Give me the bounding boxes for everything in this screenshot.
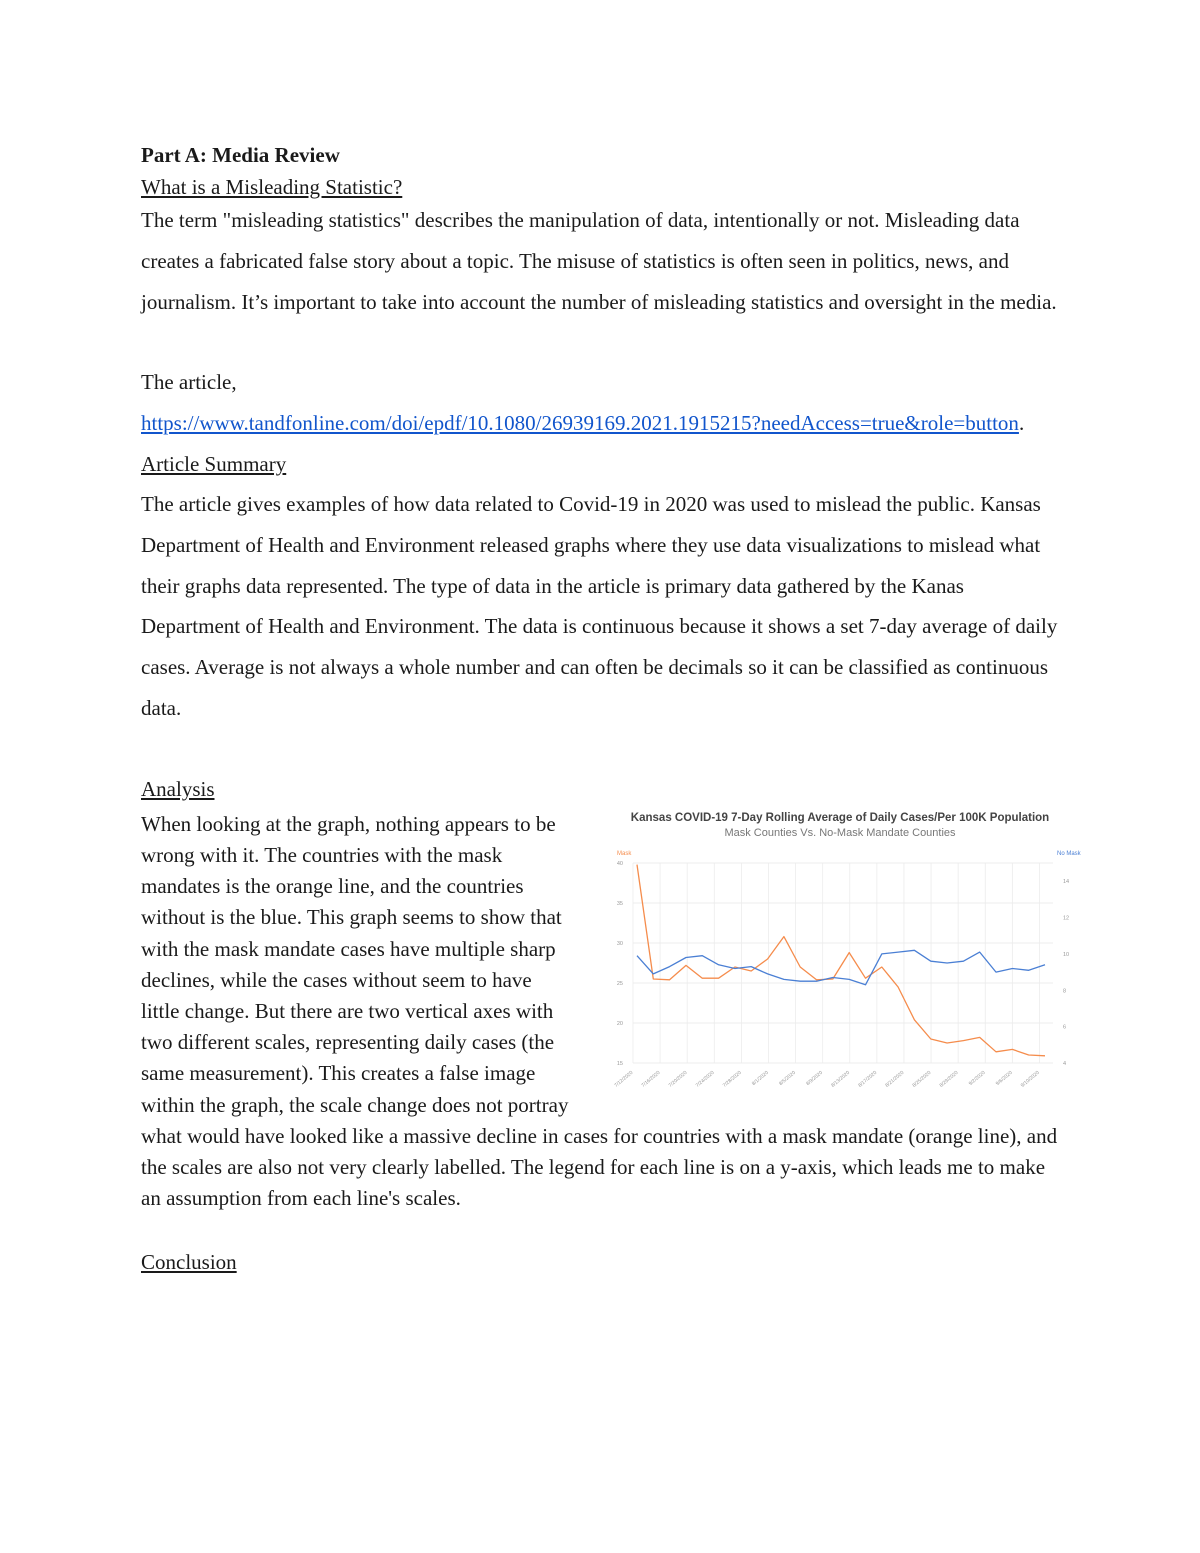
x-tick-label: 8/13/2020 (830, 1069, 852, 1089)
series-line-mask (637, 864, 1045, 1055)
x-tick-label: 8/9/2020 (805, 1069, 824, 1087)
chart-title: Kansas COVID-19 7-Day Rolling Average of Daily Cases/Per 100K Population (630, 811, 1050, 824)
right-tick-label: 14 (1063, 878, 1070, 885)
document-page (141, 139, 1081, 1278)
left-axis-label: Mask (617, 850, 632, 857)
covid-chart-svg (595, 803, 1085, 1113)
x-tick-label: 8/25/2020 (911, 1069, 933, 1089)
series-line-no-mask (637, 950, 1045, 985)
chart-subtitle: Mask Counties Vs. No-Mask Mandate Counties (724, 826, 956, 839)
x-tick-label: 7/24/2020 (694, 1069, 716, 1089)
right-axis-label: No Mask (1057, 850, 1081, 857)
misleading-statistic-paragraph: The term "misleading statistics" describes the manipulation of data, intentionally or not. Misleading data creates a fabricated false story about a topic. The misuse of statistics is often seen in politics, news, and journalism. It’s important to take into account the number of misleading statistics and oversight in the media. (141, 208, 1057, 314)
right-tick-label: 4 (1063, 1060, 1067, 1067)
left-tick-label: 20 (616, 1020, 623, 1027)
x-tick-label: 8/5/2020 (778, 1069, 797, 1087)
x-tick-label: 9/6/2020 (994, 1069, 1014, 1087)
left-tick-label: 25 (616, 980, 623, 987)
covid-chart (595, 803, 1085, 1113)
x-tick-label: 8/17/2020 (857, 1069, 879, 1089)
right-axis-ticks (1063, 879, 1069, 1067)
article-summary-heading: Article Summary (141, 451, 287, 476)
analysis-paragraph: When looking at the graph, nothing appears to be wrong with it. The countries with the mask mandates is the orange line, and the countries without is the blue. This graph seems to show that with the mask mandate cases have multiple sharp declines, while the cases without seem to have little change. But there are two vertical axes with two different scales, representing daily cases (the same measurement). This creates a false image within the graph, the scale change does not portray what would have looked like a massive decline in cases for countries with a mask mandate (orange line), and the scales are also not very clearly labelled. The legend for each line is on a y-axis, which leads me to make an assumption from each line's scales. (141, 811, 1058, 1211)
left-tick-label: 35 (616, 900, 623, 907)
left-tick-label: 30 (616, 940, 623, 947)
left-tick-label: 15 (616, 1060, 623, 1067)
right-tick-label: 8 (1063, 988, 1067, 995)
x-tick-label: 7/16/2020 (640, 1069, 662, 1089)
analysis-heading: Analysis (141, 776, 215, 801)
right-tick-label: 12 (1063, 915, 1070, 922)
article-link[interactable]: https://www.tandfonline.com/doi/epdf/10.1080/26939169.2021.1915215?needAccess=true&role=button (141, 411, 1019, 436)
analysis-section (141, 809, 1081, 1215)
right-tick-label: 6 (1063, 1024, 1067, 1031)
x-tick-label: 8/1/2020 (750, 1069, 770, 1087)
chart-series (637, 864, 1045, 1055)
misleading-statistic-heading: What is a Misleading Statistic? (141, 175, 403, 199)
x-tick-label: 9/2/2020 (967, 1069, 987, 1087)
x-tick-label: 8/21/2020 (884, 1069, 906, 1089)
x-tick-label: 8/29/2020 (938, 1069, 960, 1089)
x-tick-label: 7/20/2020 (667, 1069, 689, 1089)
x-axis-ticks (613, 1070, 1041, 1089)
part-a-heading: Part A: Media Review (141, 143, 340, 167)
article-link-paragraph (141, 403, 1061, 444)
x-tick-label: 9/10/2020 (1019, 1069, 1041, 1089)
article-summary-paragraph: The article gives examples of how data related to Covid-19 in 2020 was used to mislead the public. Kansas Department of Health and Environment released graphs where they use data visualizations to mislead what their graphs data represented. The type of data in the article is primary data gathered by the Kanas Department of Health and Environment. The data is continuous because it shows a set 7-day average of daily cases. Average is not always a whole number and can often be decimals so it can be classified as continuous data. (141, 491, 1058, 720)
article-intro: The article, (141, 370, 237, 395)
article-link-period: . (1018, 411, 1025, 436)
x-tick-label: 7/12/2020 (613, 1069, 635, 1089)
left-axis-ticks (617, 861, 623, 1067)
conclusion-heading: Conclusion (141, 1250, 237, 1275)
left-tick-label: 40 (616, 860, 623, 867)
right-tick-label: 10 (1063, 951, 1070, 958)
x-tick-label: 7/28/2020 (721, 1069, 743, 1089)
